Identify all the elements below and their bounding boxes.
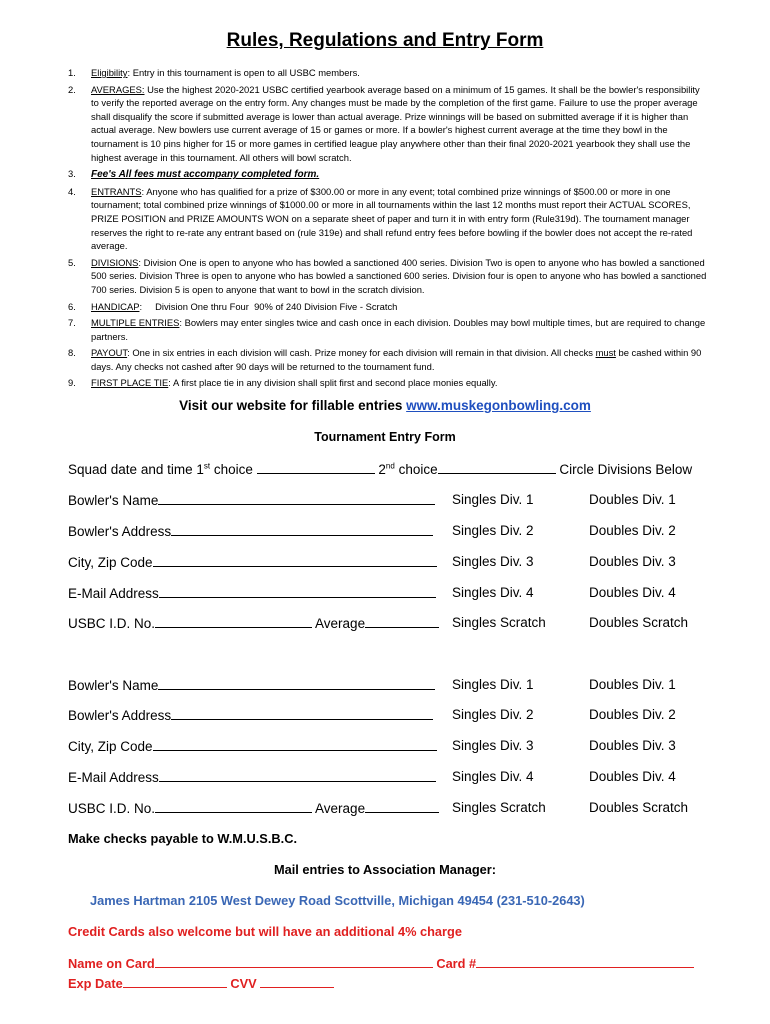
field-label: Bowler's Address: [68, 708, 172, 723]
rule-label: Fee's All fees must accompany completed form.: [91, 169, 320, 181]
rule-first-place-tie: [68, 376, 710, 390]
mail-note: Mail entries to Association Manager:: [273, 862, 497, 877]
rule-label: MULTIPLE ENTRIES: [91, 317, 180, 329]
rule-averages: [68, 83, 710, 165]
field-label: Bowler's Address: [68, 524, 172, 539]
bowler1-singles-scratch[interactable]: Singles Scratch: [452, 615, 546, 630]
rule-sep: :: [127, 67, 131, 78]
field-label: Average: [312, 616, 366, 631]
bowler2-address-field[interactable]: [171, 707, 433, 720]
bowler1-average-field[interactable]: [365, 615, 439, 628]
field-label: Bowler's Name: [68, 493, 159, 508]
bowler1-doubles-scratch[interactable]: Doubles Scratch: [589, 615, 689, 630]
rule-number: 1.: [68, 67, 76, 78]
card-name-label: Name on Card: [68, 956, 155, 971]
rule-label: AVERAGES:: [91, 83, 145, 95]
bowler2-singles-div4[interactable]: Singles Div. 4: [452, 769, 534, 784]
ordinal-suffix: nd: [385, 461, 395, 471]
rule-entrants: [68, 185, 710, 253]
rule-text: One in six entries in each division will cash. Prize money for each division will remain in that division. All checks: [129, 347, 596, 359]
rule-label: Eligibility: [91, 67, 128, 78]
rule-number: 8.: [68, 347, 76, 359]
rule-number: 6.: [68, 300, 76, 312]
choice-label: choice: [394, 462, 438, 477]
field-label: Average: [312, 801, 366, 816]
rule-multiple-entries: [68, 316, 710, 343]
bowler2-city-line: [68, 738, 437, 754]
ordinal-suffix: st: [203, 461, 211, 471]
rule-sep: :: [127, 347, 130, 359]
bowler2-singles-div3[interactable]: Singles Div. 3: [452, 738, 534, 753]
bowler1-doubles-div1[interactable]: Doubles Div. 1: [589, 492, 676, 507]
bowler2-city-field[interactable]: [153, 738, 437, 751]
choice-label: choice: [210, 462, 257, 477]
second-choice-field[interactable]: [438, 461, 556, 474]
rule-text: Anyone who has qualified for a prize of $300.00 or more in any event; total combined prize winnings of $500.00 or more in one tournament; total combined prize winnings of $1000.00 or more in all tournaments within the last 12 months must report their ACTUAL SCORES, PRIZE POSITION and PRIZE AMOUNTS WON on a separate sheet of paper and turn it in with entry form (Rule319d). The tournament manager reserves the right to re-rate any entrant based on (rule 319e) and shall refund entry fees before bowling if the bowler does not accept the re-rated average.: [91, 185, 693, 252]
rule-label: FIRST PLACE TIE: [91, 377, 169, 389]
bowler1-email-field[interactable]: [159, 585, 436, 598]
bowler2-doubles-scratch[interactable]: Doubles Scratch: [589, 800, 689, 815]
squad-label: Squad date and time 1: [68, 462, 204, 477]
rule-handicap: [68, 300, 710, 314]
card-number-label: Card #: [432, 956, 477, 971]
field-label: USBC I.D. No.: [68, 616, 156, 631]
bowler1-city-line: [68, 554, 437, 570]
website-note: [0, 398, 770, 413]
rule-fees: [68, 167, 710, 182]
squad-line: [68, 461, 692, 477]
rule-number: 7.: [68, 317, 76, 329]
exp-date-label: Exp Date: [68, 976, 123, 991]
rule-sep: :: [138, 256, 142, 268]
bowler2-doubles-div3[interactable]: Doubles Div. 3: [589, 738, 676, 753]
bowler1-singles-div3[interactable]: Singles Div. 3: [452, 554, 534, 569]
rule-sep: :: [179, 317, 182, 329]
bowler2-singles-div2[interactable]: Singles Div. 2: [452, 707, 534, 722]
bowler1-doubles-div3[interactable]: Doubles Div. 3: [589, 554, 676, 569]
card-line: [68, 955, 694, 971]
bowler2-doubles-div1[interactable]: Doubles Div. 1: [589, 677, 676, 692]
bowler2-email-line: [68, 769, 436, 785]
bowler2-doubles-div4[interactable]: Doubles Div. 4: [589, 769, 676, 784]
rule-sep: :: [141, 185, 145, 197]
field-label: E-Mail Address: [68, 770, 159, 785]
rule-number: 9.: [68, 377, 76, 389]
bowler2-name-line: [68, 677, 435, 693]
rule-divisions: [68, 256, 710, 297]
rule-payout: [68, 346, 710, 373]
rule-label: HANDICAP: [91, 300, 140, 312]
bowler1-singles-div1[interactable]: Singles Div. 1: [452, 492, 534, 507]
bowler1-city-field[interactable]: [153, 554, 437, 567]
cvv-field[interactable]: [260, 975, 334, 988]
rule-eligibility: [68, 66, 710, 80]
field-label: City, Zip Code: [68, 739, 153, 754]
card-name-field[interactable]: [155, 955, 433, 968]
bowler2-singles-scratch[interactable]: Singles Scratch: [452, 800, 546, 815]
payable-note: Make checks payable to W.M.U.S.B.C.: [68, 831, 297, 846]
rule-sep: :: [168, 377, 171, 389]
bowler1-address-field[interactable]: [171, 523, 433, 536]
bowler2-usbc-line: [68, 800, 439, 816]
field-label: City, Zip Code: [68, 555, 153, 570]
field-label: USBC I.D. No.: [68, 801, 156, 816]
field-label: E-Mail Address: [68, 586, 159, 601]
bowler1-name-line: [68, 492, 435, 508]
bowler2-email-field[interactable]: [159, 769, 436, 782]
bowler2-doubles-div2[interactable]: Doubles Div. 2: [589, 707, 676, 722]
website-link[interactable]: www.muskegonbowling.com: [406, 398, 591, 413]
rule-number: 4.: [68, 185, 76, 197]
bowler1-email-line: [68, 585, 436, 601]
bowler1-singles-div4[interactable]: Singles Div. 4: [452, 585, 534, 600]
rule-text: Use the highest 2020-2021 USBC certified yearbook average based on a minimum of 15 games. It shall be the bowler's responsibility to verify the reported average on the entry form. Any changes must be made by the completion of the first game. Failure to use the proper average shall disqualify the score if submitted average is lower than actual average. Prize winnings will be based on submitted average if it is higher than actual average. New bowlers use current average of 15 or games or more. If a bowler's highest current average at the time they bowl in the tournament is 10 pins higher for 15 or more games in certified league play anywhere other than their final 2020-2021 yearbook they shall use the highest average in this tournament. All others will bowl scratch.: [91, 83, 700, 163]
bowler1-name-field[interactable]: [158, 492, 435, 505]
rule-number: 3.: [68, 168, 76, 180]
bowler2-name-field[interactable]: [158, 677, 435, 690]
rule-text: A first place tie in any division shall split first and second place monies equally.: [170, 377, 498, 389]
rule-text: Bowlers may enter singles twice and cash once in each division. Doubles may bowl multiple times, but are required to change partners.: [91, 317, 706, 342]
rule-sep: :: [139, 300, 143, 312]
cvv-label: CVV: [226, 976, 261, 991]
rule-label: PAYOUT: [91, 347, 128, 359]
bowler1-address-line: [68, 523, 433, 539]
bowler1-doubles-div4[interactable]: Doubles Div. 4: [589, 585, 676, 600]
bowler1-usbc-field[interactable]: [155, 615, 312, 628]
form-title: Tournament Entry Form: [314, 430, 456, 444]
rule-emphasis: must: [595, 347, 616, 359]
page-title: Rules, Regulations and Entry Form: [226, 30, 544, 51]
second-label: 2: [378, 462, 386, 477]
field-label: Bowler's Name: [68, 678, 159, 693]
circle-divisions-label: Circle Divisions Below: [555, 462, 693, 477]
bowler1-doubles-div2[interactable]: Doubles Div. 2: [589, 523, 676, 538]
first-choice-field[interactable]: [257, 461, 375, 474]
rules-list: [68, 66, 710, 393]
bowler1-singles-div2[interactable]: Singles Div. 2: [452, 523, 534, 538]
bowler2-singles-div1[interactable]: Singles Div. 1: [452, 677, 534, 692]
card-number-field[interactable]: [476, 955, 694, 968]
bowler1-usbc-line: [68, 615, 439, 631]
exp-line: [68, 975, 334, 991]
bowler2-average-field[interactable]: [365, 800, 439, 813]
rule-text: Division One thru Four 90% of 240 Division Five - Scratch: [142, 300, 398, 312]
rule-text: Division One is open to anyone who has bowled a sanctioned 400 series. Division Two is open to anyone who has bowled a sanctioned 500 series. Division Three is open to anyone who has bowled a sanctioned 600 series. Division four is open to anyone who has bowled a sanctioned 700 series. Division 5 is open to anyone that want to bowl in the scratch division.: [91, 256, 707, 295]
rule-number: 2.: [68, 83, 76, 95]
rule-text: be cashed within 90 days. Any checks not cashed after 90 days will be returned to the tournament fund.: [91, 347, 702, 372]
bowler2-address-line: [68, 707, 433, 723]
bowler2-usbc-field[interactable]: [155, 800, 312, 813]
rule-text: Entry in this tournament is open to all USBC members.: [130, 67, 360, 78]
website-text: Visit our website for fillable entries: [179, 398, 407, 413]
exp-date-field[interactable]: [123, 975, 227, 988]
credit-card-note: Credit Cards also welcome but will have an additional 4% charge: [68, 924, 462, 939]
rule-label: ENTRANTS: [91, 185, 142, 197]
rule-label: DIVISIONS: [91, 256, 139, 268]
manager-address: James Hartman 2105 West Dewey Road Scottville, Michigan 49454 (231-510-2643): [90, 893, 585, 908]
rule-number: 5.: [68, 256, 76, 268]
